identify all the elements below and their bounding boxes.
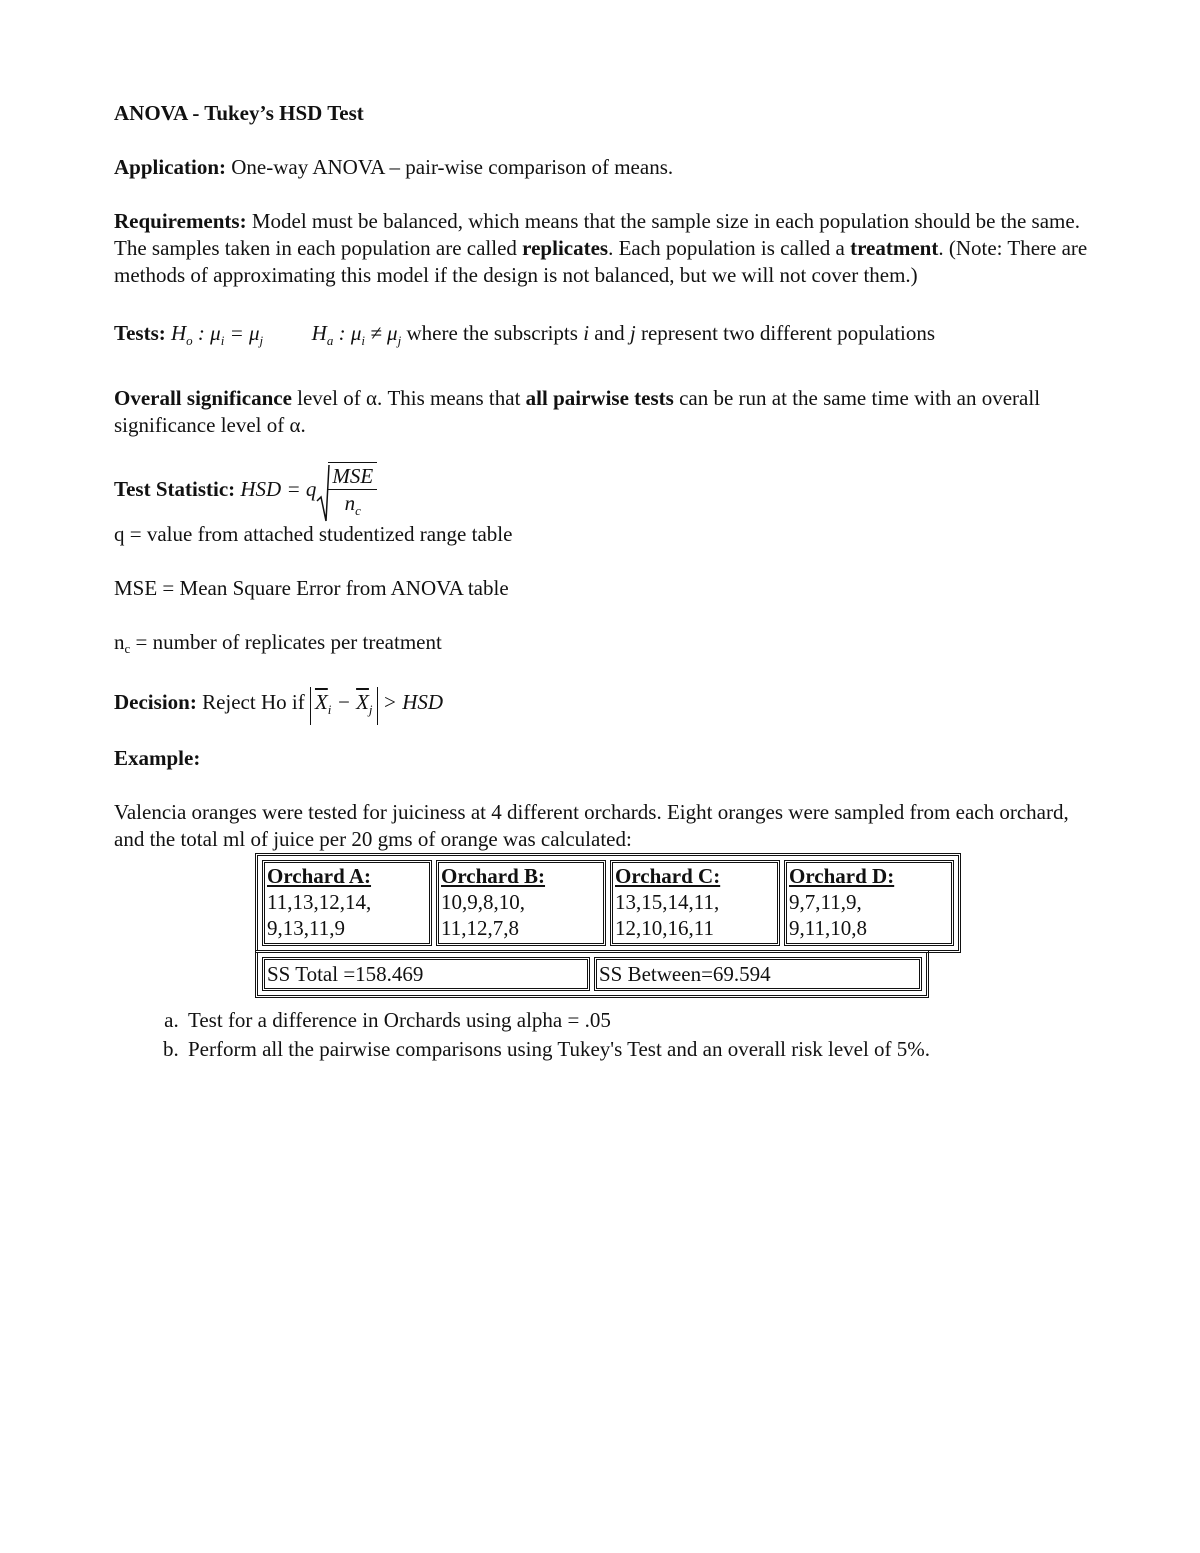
requirements-label: Requirements: [114, 209, 247, 233]
orchard-c-cell: Orchard C: 13,15,14,11, 12,10,16,11 [610, 860, 780, 946]
question-a: a. Test for a difference in Orchards using alpha = .05 [184, 1006, 1089, 1035]
square-root: $\frac{\text{MSE}}{n_c}$ [316, 459, 377, 524]
tests-label: Tests: [114, 321, 166, 345]
orchard-b-cell: Orchard B: 10,9,8,10, 11,12,7,8 [436, 860, 606, 946]
hsd-formula: HSD = q $\frac{\text{MSE}}{n_c}$ [240, 477, 377, 501]
requirements-paragraph: Requirements: Model must be balanced, which means that the sample size in each population should be the same. The samples taken in each population are called replicates. Each population is called a treatment. (Note: There are methods of approximating this model if the design is not balanced, but we will not cover them.) [114, 209, 1088, 287]
orchard-a-cell: Orchard A: 11,13,12,14, 9,13,11,9 [262, 860, 432, 946]
mse-definition: MSE = Mean Square Error from ANOVA table [114, 576, 509, 600]
application-paragraph: Application: One-way ANOVA – pair-wise comparison of means. [114, 155, 674, 179]
ss-between-cell: SS Between=69.594 [594, 957, 922, 991]
example-intro: Valencia oranges were tested for juiciness at 4 different orchards. Eight oranges were sampled from each orchard, and the total ml of juice per 20 gms of orange was calculated: [114, 800, 1069, 851]
question-b: b. Perform all the pairwise comparisons using Tukey's Test and an overall risk level of 5%. [184, 1035, 1089, 1064]
decision-label: Decision: [114, 690, 197, 714]
sum-of-squares-table [255, 950, 929, 998]
table-row [262, 957, 922, 991]
application-label: Application: [114, 155, 227, 179]
test-statistic-label: Test Statistic: [114, 477, 236, 501]
alternative-hypothesis: $H_a$ : $\mu_i \ne \mu_j$ [311, 321, 402, 348]
nc-definition: nc = number of replicates per treatment [114, 630, 442, 656]
q-definition: q = value from attached studentized range table [114, 522, 513, 546]
document-page [114, 100, 1089, 1064]
document-title: ANOVA - Tukey’s HSD Test [114, 101, 364, 125]
mean-difference: $\overline{X}_i - \overline{X}_j$ [310, 687, 378, 725]
orchard-table [255, 853, 961, 953]
overall-significance-paragraph: Overall significance level of α. This means that all pairwise tests can be run at the same time with an overall significance level of α. [114, 386, 1041, 437]
decision-paragraph: Decision: Reject Ho if $\overline{X}_i - \overline{X}_j$ > HSD [114, 684, 1089, 725]
example-heading: Example: [114, 746, 201, 770]
null-hypothesis: $H_o$ : $\mu_i = \mu_j$ [170, 321, 264, 348]
table-row [262, 860, 954, 946]
orchard-d-cell: Orchard D: 9,7,11,9, 9,11,10,8 [784, 860, 954, 946]
test-statistic-line [114, 457, 1089, 521]
ss-total-cell: SS Total =158.469 [262, 957, 590, 991]
orchard-data-tables [255, 853, 1089, 998]
question-list [114, 1006, 1089, 1064]
tests-paragraph: Tests: $H_o$ : $\mu_i = \mu_j$ $H_a$ : $\mu_i \ne \mu_j$ where the subscripts i and j represent two different populations [114, 321, 936, 348]
